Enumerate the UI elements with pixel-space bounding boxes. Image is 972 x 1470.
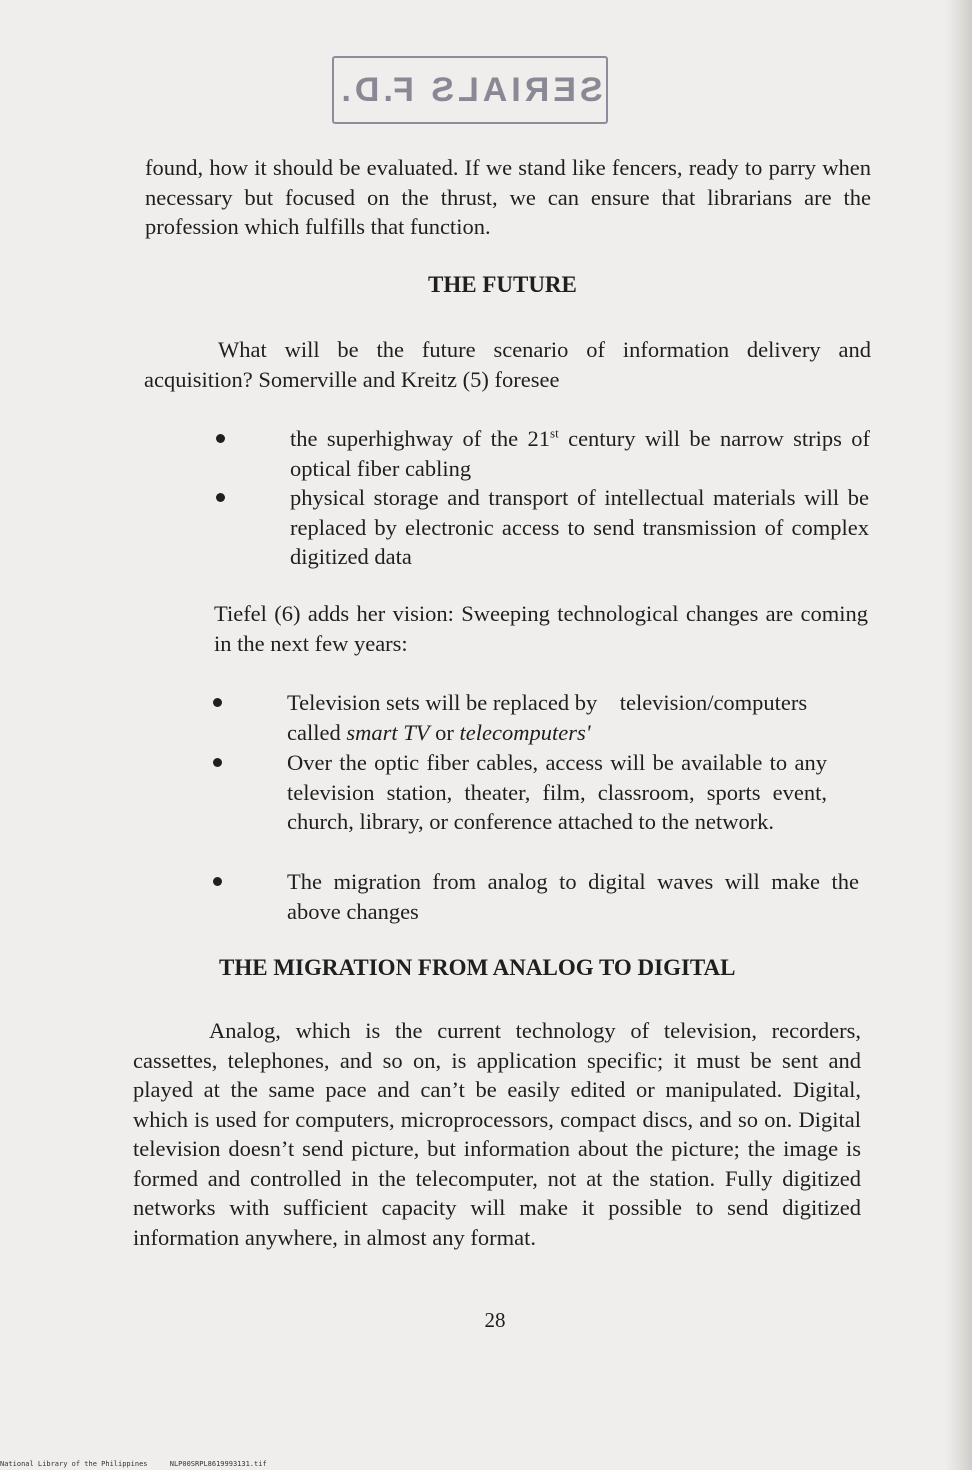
intro-paragraph: found, how it should be evaluated. If we stand like fencers, ready to parry when necessary but focused on the thrust, we can ensure that librarians are the profession which fulfills that function. [145, 155, 871, 239]
migration-heading: THE MIGRATION FROM ANALOG TO DIGITAL [219, 955, 736, 980]
bullet-superhighway-text: the superhighway of the 21st century will be narrow strips of optical fiber cabling [290, 425, 870, 481]
bullet-dot [216, 434, 225, 443]
migration-paragraph: Analog, which is the current technology of television, recorders, cassettes, telephones, and so on, is application specific; it must be sent and played at the same pace and can’t be easily edited or manipulated. Digital, which is used for computers, microprocessors, compact discs, and so on. Digital television doesn’t send picture, but information about the picture; the image is formed and controlled in the telecomputer, not at the station. Fully digitized networks with sufficient capacity will make it possible to send digitized information anywhere, in almost any format. [133, 1018, 861, 1250]
serials-stamp [332, 56, 608, 124]
future-lead-paragraph: What will be the future scenario of information delivery and acquisition? Somerville and Kreitz (5) foresee [144, 337, 871, 392]
tiefel-paragraph: Tiefel (6) adds her vision: Sweeping technological changes are coming in the next few years: [214, 601, 868, 656]
future-heading: THE FUTURE [428, 272, 577, 297]
page-number: 28 [484, 1308, 506, 1332]
footer-file: NLP00SRPL8619993131.tif [169, 1460, 267, 1468]
stamp-text: SERIALS F.D. [337, 70, 603, 109]
bullet-dot [213, 758, 222, 767]
bullet-dot [213, 877, 222, 886]
bullet-dot [216, 493, 225, 502]
bullet-physical-storage-text: physical storage and transport of intellectual materials will be replaced by electronic access to send transmission of complex digitized data [290, 485, 869, 569]
footer-library: National Library of the Philippines [0, 1460, 148, 1468]
bullet-migration-text: The migration from analog to digital waves will make the above changes [287, 869, 859, 924]
bullet-smart-tv-line1: Television sets will be replaced by television/computers [287, 690, 808, 715]
bullet-optic-fiber-text: Over the optic fiber cables, access will be available to any television station, theater, film, classroom, sports event, church, library, or conference attached to the network. [287, 750, 827, 834]
bullet-dot [213, 698, 222, 707]
bullet-smart-tv-text [287, 688, 877, 747]
bullet-smart-tv-line2: called smart TV or telecomputers' [287, 719, 591, 745]
scan-footer [0, 1460, 285, 1468]
page-edge-shadow [946, 0, 972, 1470]
